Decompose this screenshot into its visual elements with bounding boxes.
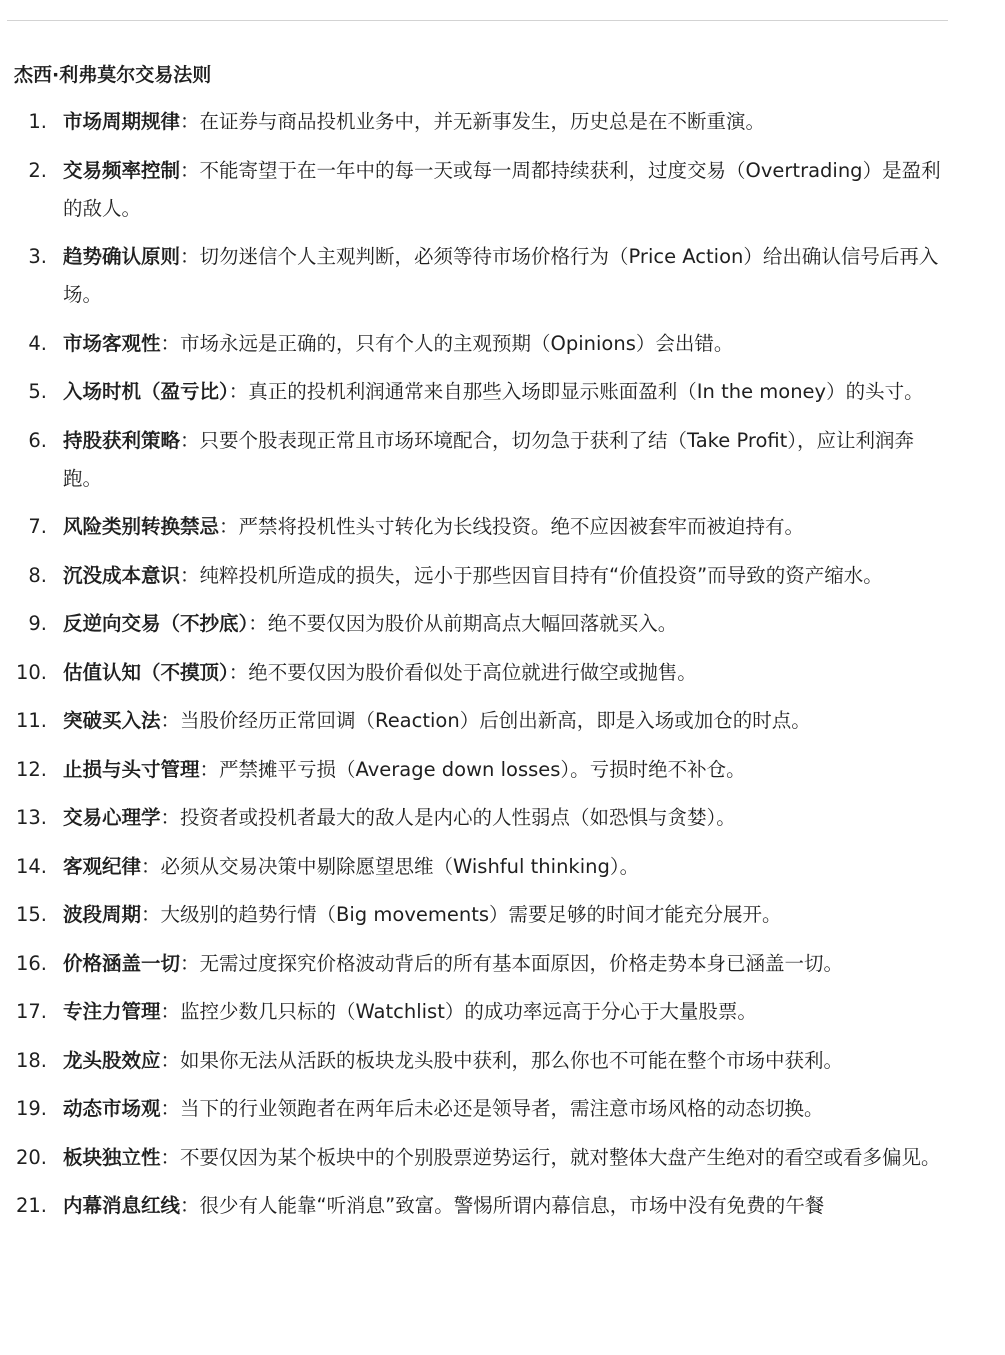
item-body <box>63 508 948 546</box>
item-body <box>63 702 948 740</box>
item-label: 风险类别转换禁忌 <box>63 515 220 538</box>
item-text: ：纯粹投机所造成的损失，远小于那些因盲目持有“价值投资”而导致的资产缩水。 <box>180 563 883 587</box>
item-label: 客观纪律 <box>63 854 142 878</box>
item-number: 4. <box>28 331 47 355</box>
list-item <box>0 799 948 837</box>
item-text: ：绝不要仅因为股价从前期高点大幅回落就买入。 <box>248 612 678 635</box>
item-number: 14. <box>15 854 47 878</box>
item-label: 持股获利策略 <box>63 428 181 452</box>
item-label: 估值认知（不摸顶） <box>63 660 229 684</box>
item-number: 19. <box>15 1097 47 1120</box>
list-item <box>0 751 948 789</box>
item-number: 6. <box>28 428 47 452</box>
item-text: ：严禁将投机性头寸转化为长线投资。绝不应因被套牢而被迫持有。 <box>219 515 805 538</box>
item-body <box>63 103 948 141</box>
item-number: 2. <box>28 158 47 182</box>
list-item <box>0 1042 948 1080</box>
list-item <box>0 1139 948 1177</box>
item-body <box>63 373 948 411</box>
list-item <box>0 508 948 546</box>
list-item <box>0 422 948 498</box>
item-body <box>63 654 948 692</box>
item-body <box>63 557 948 595</box>
item-label: 交易心理学 <box>63 806 161 829</box>
rules-list <box>0 103 948 1236</box>
item-number: 5. <box>28 380 47 403</box>
item-number: 18. <box>15 1048 47 1072</box>
item-text: ：切勿迷信个人主观判断，必须等待市场价格行为（Price Action）给出确认信号后再入场。 <box>63 245 939 306</box>
list-item <box>0 702 948 740</box>
item-body <box>63 1042 948 1080</box>
page-title: 杰西·利弗莫尔交易法则 <box>14 64 212 86</box>
item-label: 交易频率控制 <box>63 158 181 182</box>
list-item <box>0 605 948 643</box>
item-text: ：市场永远是正确的，只有个人的主观预期（Opinions）会出错。 <box>160 331 734 355</box>
item-label: 动态市场观 <box>63 1097 161 1120</box>
item-text: ：投资者或投机者最大的敌人是内心的人性弱点（如恐惧与贪婪）。 <box>160 806 736 829</box>
item-text: ：必须从交易决策中剔除愿望思维（Wishful thinking）。 <box>141 854 640 878</box>
item-number: 12. <box>15 757 47 781</box>
item-text: ：如果你无法从活跃的板块龙头股中获利，那么你也不可能在整个市场中获利。 <box>160 1048 844 1072</box>
list-item <box>0 848 948 886</box>
item-text: ：严禁摊平亏损（Average down losses）。亏损时绝不补仓。 <box>199 757 746 781</box>
item-body <box>63 848 948 886</box>
item-number: 15. <box>15 903 47 926</box>
item-label: 板块独立性 <box>63 1145 161 1169</box>
item-label: 入场时机（盈亏比） <box>63 380 229 403</box>
item-text: ：只要个股表现正常且市场环境配合，切勿急于获利了结（Take Profit），应让利润奔跑。 <box>63 428 915 490</box>
item-text: ：不能寄望于在一年中的每一天或每一周都持续获利，过度交易（Overtrading）是盈利的敌人。 <box>63 158 941 220</box>
item-number: 16. <box>15 951 47 975</box>
item-body <box>63 605 948 643</box>
item-label: 龙头股效应 <box>63 1048 161 1072</box>
item-body <box>63 1139 948 1177</box>
item-body <box>63 422 948 498</box>
item-body <box>63 1187 948 1225</box>
item-text: ：大级别的趋势行情（Big movements）需要足够的时间才能充分展开。 <box>141 903 782 926</box>
item-label: 波段周期 <box>63 903 142 926</box>
item-text: ：不要仅因为某个板块中的个别股票逆势运行，就对整体大盘产生绝对的看空或看多偏见。 <box>160 1145 941 1169</box>
item-label: 趋势确认原则 <box>63 245 181 268</box>
item-number: 11. <box>15 709 47 732</box>
item-text: ：很少有人能靠“听消息”致富。警惕所谓内幕信息，市场中没有免费的午餐 <box>180 1194 825 1217</box>
divider <box>7 20 948 21</box>
list-item <box>0 1187 948 1225</box>
item-label: 市场客观性 <box>63 331 161 355</box>
item-label: 价格涵盖一切 <box>63 951 181 975</box>
item-body <box>63 238 948 314</box>
item-label: 市场周期规律 <box>63 110 181 133</box>
watermark-overlay <box>760 1318 1005 1355</box>
list-item <box>0 1090 948 1128</box>
item-number: 3. <box>28 245 47 268</box>
item-label: 沉没成本意识 <box>63 563 181 587</box>
item-text: ：绝不要仅因为股价看似处于高位就进行做空或抛售。 <box>228 660 697 684</box>
item-number: 9. <box>28 612 47 635</box>
list-item <box>0 557 948 595</box>
item-body <box>63 945 948 983</box>
list-item <box>0 103 948 141</box>
item-number: 1. <box>28 110 47 133</box>
item-body <box>63 325 948 363</box>
item-body <box>63 799 948 837</box>
item-text: ：当下的行业领跑者在两年后未必还是领导者，需注意市场风格的动态切换。 <box>160 1097 824 1120</box>
item-body <box>63 993 948 1031</box>
item-text: ：在证券与商品投机业务中，并无新事发生，历史总是在不断重演。 <box>180 110 766 133</box>
item-text: ：监控少数几只标的（Watchlist）的成功率远高于分心于大量股票。 <box>160 1000 757 1023</box>
item-body <box>63 152 948 228</box>
item-text: ：无需过度探究价格波动背后的所有基本面原因，价格走势本身已涵盖一切。 <box>180 951 844 975</box>
item-body <box>63 751 948 789</box>
item-label: 突破买入法 <box>63 709 161 732</box>
item-number: 10. <box>15 660 47 684</box>
list-item <box>0 945 948 983</box>
item-number: 7. <box>28 515 47 538</box>
item-text: ：当股价经历正常回调（Reaction）后创出新高，即是入场或加仓的时点。 <box>160 709 811 732</box>
item-label: 专注力管理 <box>63 1000 161 1023</box>
list-item <box>0 325 948 363</box>
item-body <box>63 1090 948 1128</box>
item-number: 17. <box>15 1000 47 1023</box>
list-item <box>0 896 948 934</box>
list-item <box>0 238 948 314</box>
list-item <box>0 152 948 228</box>
item-label: 反逆向交易（不抄底） <box>63 612 249 635</box>
item-body <box>63 896 948 934</box>
item-number: 21. <box>15 1194 47 1217</box>
list-item <box>0 654 948 692</box>
item-number: 20. <box>15 1145 47 1169</box>
list-item <box>0 373 948 411</box>
item-number: 13. <box>15 806 47 829</box>
item-number: 8. <box>28 563 47 587</box>
item-text: ：真正的投机利润通常来自那些入场即显示账面盈利（In the money）的头寸。 <box>228 380 924 403</box>
list-item <box>0 993 948 1031</box>
item-label: 内幕消息红线 <box>63 1194 181 1217</box>
item-label: 止损与头寸管理 <box>63 757 200 781</box>
